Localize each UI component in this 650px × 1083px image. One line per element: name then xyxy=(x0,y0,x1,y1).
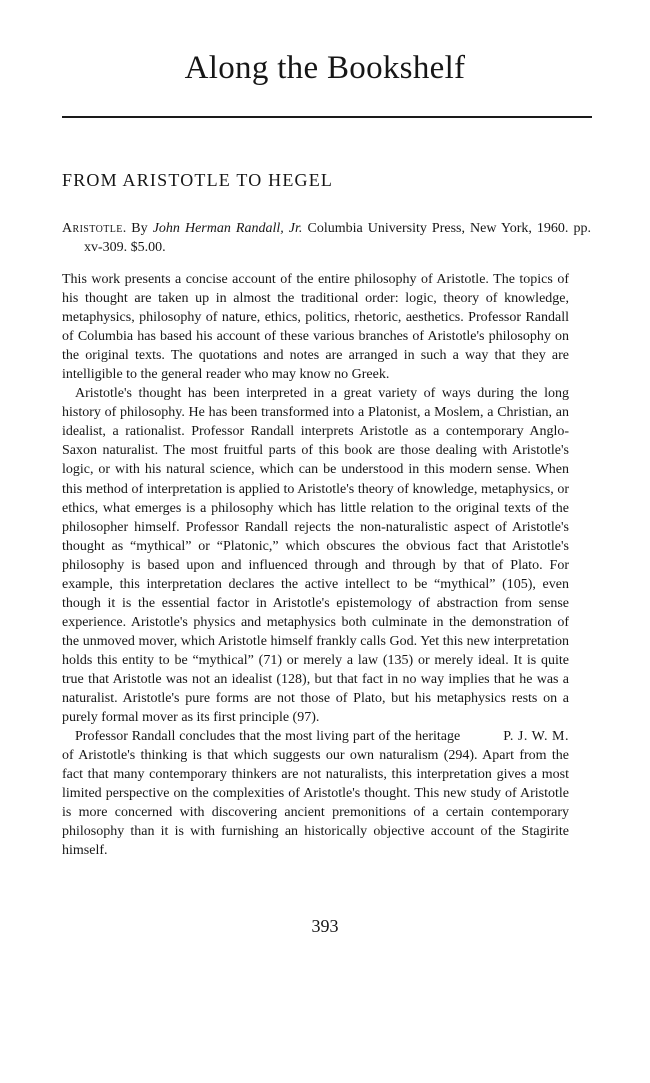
review-body xyxy=(62,270,569,860)
running-header-title: Along the Bookshelf xyxy=(184,50,466,86)
review-paragraph: Aristotle's thought has been interpreted in a great variety of ways during the long history of philosophy. He has been transformed into a Platonist, a Moslem, a Christian, an idealist, a rationalist. Professor Randall interprets Aristotle as a contemporary Anglo-Saxon naturalist. The most fruitful parts of this book are those dealing with Aristotle's logic, or with his natural science, which can be understood in this modern sense. When this method of interpretation is applied to Aristotle's theory of knowledge, metaphysics, or ethics, what emerges is a philosophy which has little relation to the original texts of the philosopher himself. Professor Randall rejects the non-naturalistic aspect of Aristotle's thought as “mythical” or “Platonic,” which obscures the obvious fact that Aristotle's philosophy is based upon and influenced through and through by that of Plato. For example, this interpretation declares the active intellect to be “mythical” (105), even though it is the essential factor in Aristotle's epistemology of abstraction from sense experience. Aristotle's physics and metaphysics both culminate in the demonstration of the unmoved mover, which Aristotle himself frankly calls God. Yet this new interpretation holds this entity to be “mythical” (71) or merely a law (135) or merely ideal. It is quite true that Aristotle was not an idealist (128), but that fact in no way implies that he was a naturalist. Aristotle's pure forms are not those of Plato, but his metaphysics rests on a purely formal mover as its first principle (97). xyxy=(62,386,569,726)
citation-by: . By xyxy=(122,221,153,236)
citation-details: Columbia University Press, New York, 1960. pp. xv-309. $5.00. xyxy=(84,221,591,255)
citation-book-title: Aristotle xyxy=(62,221,123,236)
review-paragraph-text: Professor Randall concludes that the most living part of the heritage of Aristotle's thinking is that which suggests our own naturalism (294). Apart from the fact that many contemporary thinkers are not naturalists, this interpretation gives a most limited perspective on the complexities of Aristotle's thought. This new study of Aristotle is more concerned with discovering ancient premonitions of a certain contemporary philosophy than it is with furnishing an historically objective account of the Stagirite himself. xyxy=(62,729,569,859)
section-heading: FROM ARISTOTLE TO HEGEL xyxy=(62,170,334,190)
book-citation xyxy=(62,219,591,257)
review-paragraph-final xyxy=(62,727,569,860)
page-number: 393 xyxy=(311,916,339,936)
review-paragraph: This work presents a concise account of the entire philosophy of Aristotle. The topics of his thought are taken up in almost the traditional order: logic, theory of knowledge, metaphysics, philosophy of nature, ethics, politics, rhetoric, aesthetics. Professor Randall of Columbia has based his account of these various branches of Aristotle's philosophy on the original texts. The quotations and notes are arranged in such a way that they are intelligible to the general reader who may know no Greek. xyxy=(62,272,569,383)
citation-author: John Herman Randall, Jr. xyxy=(152,221,303,236)
reviewer-signature: P. J. W. M. xyxy=(503,729,569,745)
header-rule xyxy=(62,116,592,118)
